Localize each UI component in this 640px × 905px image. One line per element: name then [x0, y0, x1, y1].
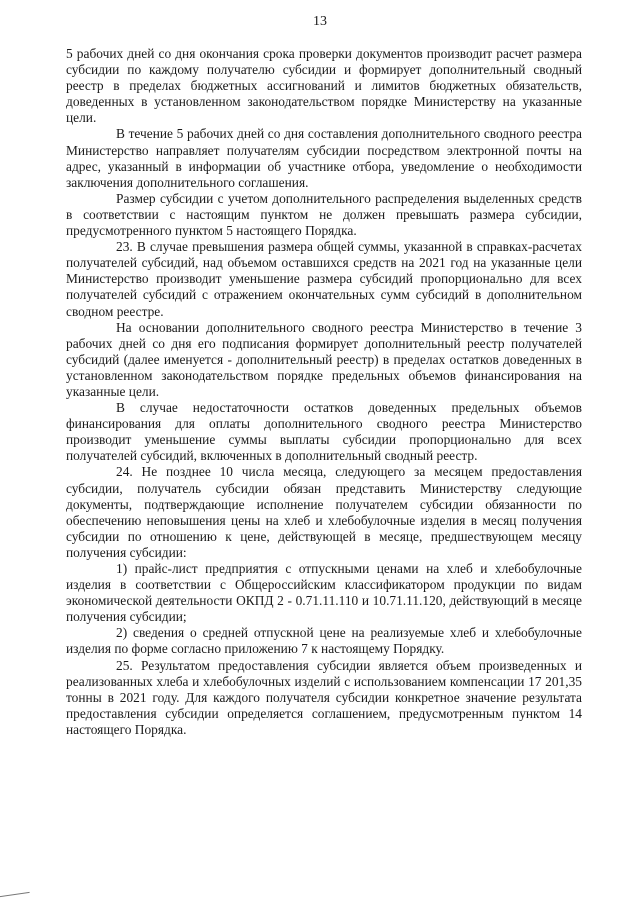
paragraph-7: 24. Не позднее 10 числа месяца, следующего за месяцем предоставления субсидии, получатель субсидии обязан представить Министерству следующие документы, подтверждающие исполнение получателем субсидии обязанности по обеспечению неповышения цены на хлеб и хлебобулочные изделия в месяц получения субсидии по отношению к цене, действующей в месяце, предшествующем месяцу получения субсидии:: [66, 464, 582, 560]
page-number: 13: [313, 14, 327, 29]
paragraph-1: 5 рабочих дней со дня окончания срока проверки документов производит расчет размера субсидии по каждому получателю субсидии и формирует дополнительный сводный реестр в пределах бюджетных ассигнований и лимитов бюджетных обязательств, доведенных в установленном законодательством порядке Министерству на указанные цели.: [66, 46, 582, 126]
paragraph-10: 25. Результатом предоставления субсидии является объем произведенных и реализованных хлеба и хлебобулочных изделий с использованием компенсации 17 201,35 тонны в 2021 году. Для каждого получателя субсидии конкретное значение результата предоставления субсидии определяется соглашением, предусмотренным пунктом 14 настоящего Порядка.: [66, 657, 582, 737]
paragraph-8: 1) прайс-лист предприятия с отпускными ценами на хлеб и хлебобулочные изделия в соответствии с Общероссийским классификатором продукции по видам экономической деятельности ОКПД 2 - 0.71.11.110 и 10.71.11.120, действующий в месяце получения субсидии;: [66, 561, 582, 625]
document-body: [66, 46, 582, 738]
paragraph-4: 23. В случае превышения размера общей суммы, указанной в справках-расчетах получателей субсидий, над объемом оставшихся средств на 2021 год на указанные цели Министерство производит уменьшение размера субсидий пропорционально для всех получателей субсидий с отражением окончательных сумм субсидий в дополнительном сводном реестре.: [66, 239, 582, 319]
paragraph-9: 2) сведения о средней отпускной цене на реализуемые хлеб и хлебобулочные изделия по форме согласно приложению 7 к настоящему Порядку.: [66, 625, 582, 657]
paragraph-6: В случае недостаточности остатков доведенных предельных объемов финансирования для оплаты дополнительного сводного реестра Министерство производит уменьшение суммы выплаты субсидии пропорционально для всех получателей субсидий, включенных в дополнительный сводный реестр.: [66, 400, 582, 464]
paragraph-5: На основании дополнительного сводного реестра Министерство в течение 3 рабочих дней со дня его подписания формирует дополнительный реестр получателей субсидий (далее именуется - дополнительный реестр) в пределах остатков доведенных в установленном законодательством порядке предельных объемов финансирования на указанные цели.: [66, 319, 582, 399]
paragraph-2: В течение 5 рабочих дней со дня составления дополнительного сводного реестра Министерство направляет получателям субсидии посредством электронной почты на адрес, указанный в информации об участнике отбора, уведомление о необходимости заключения дополнительного соглашения.: [66, 126, 582, 190]
paragraph-3: Размер субсидии с учетом дополнительного распределения выделенных средств в соответствии с настоящим пунктом не должен превышать размера субсидии, предусмотренного пунктом 5 настоящего Порядка.: [66, 190, 582, 239]
scan-edge-mark: [0, 892, 30, 901]
